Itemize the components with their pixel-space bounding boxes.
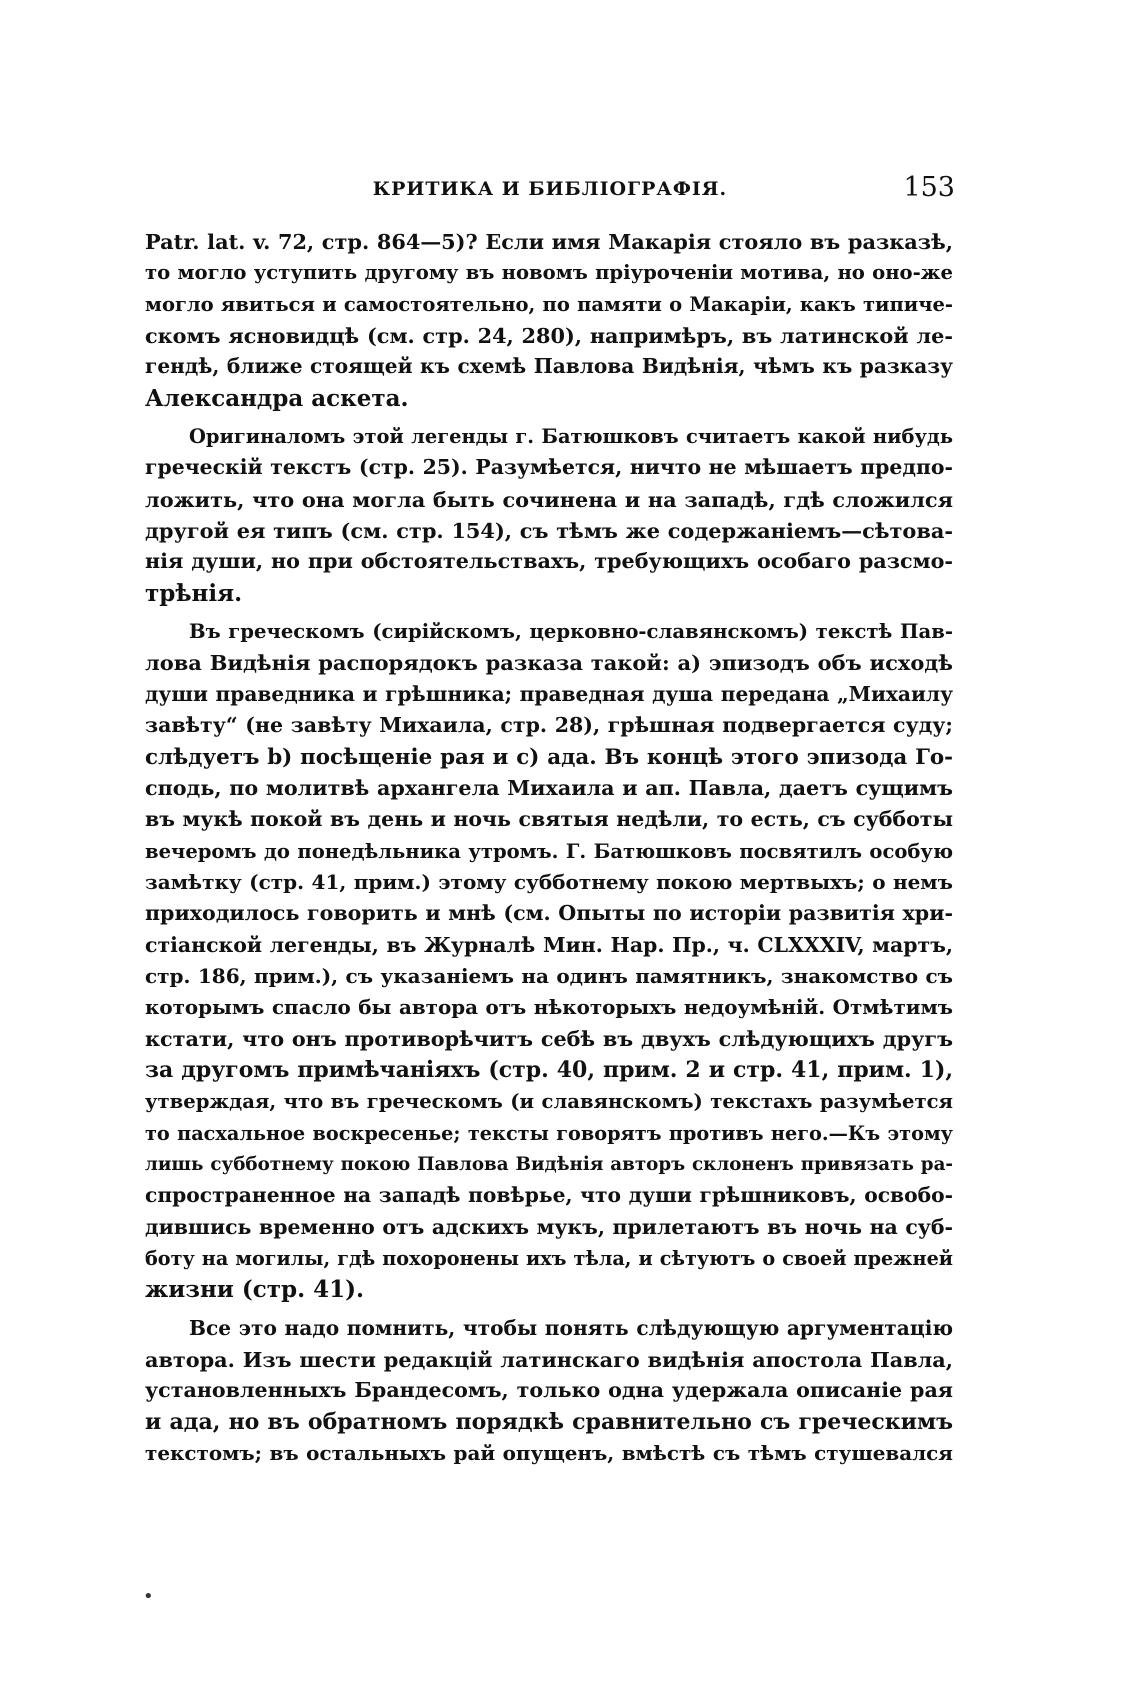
text-line: приходилось говорить и мнѣ (см. Опыты по исторіи развитія хри- [145,901,953,926]
paragraph-gap [145,609,953,616]
text-line: которымъ спасло бы автора отъ нѣкоторыхъ недоумѣній. Отмѣтимъ [145,995,953,1020]
text-line: вечеромъ до понедѣльника утромъ. Г. Батюшковъ посвятилъ особую [145,839,953,863]
text-line: жизни (стр. 41). [145,1276,364,1304]
text-line: греческій текстъ (стр. 25). Разумѣется, ничто не мѣшаетъ предпо- [145,455,953,480]
text-line: гендѣ, ближе стоящей къ схемѣ Павлова Видѣнія, чѣмъ къ разказу [145,354,953,379]
text-line: текстомъ; въ остальныхъ рай опущенъ, вмѣстѣ съ тѣмъ стушевался [145,1441,953,1466]
text-line: стіанской легенды, въ Журналѣ Мин. Нар. Пр., ч. CLXXXIV, мартъ, [145,932,953,957]
text-line: стр. 186, прим.), съ указаніемъ на одинъ памятникъ, знакомство съ [145,963,953,988]
paragraph [145,1313,953,1470]
text-line: за другомъ примѣчаніяхъ (стр. 40, прим. 2 и стр. 41, прим. 1), [145,1056,953,1083]
running-head [145,172,955,208]
text-line: сподь, по молитвѣ архангела Михаила и ап. Павла, даетъ сущимъ [145,775,953,800]
text-line: ложить, что она могла быть сочинена и на западѣ, гдѣ сложился [145,486,953,512]
text-line: могло явиться и самостоятельно, по памяти о Макаріи, какъ типиче- [145,292,953,316]
text-line: дившись временно отъ адскихъ мукъ, прилетаютъ въ ночь на суб- [145,1214,953,1239]
paragraph-gap [145,1306,953,1313]
text-line: то могло уступить другому въ новомъ пріуроченіи мотива, но оно-же [145,261,953,285]
text-line: Въ греческомъ (сирійскомъ, церковно-славянскомъ) текстѣ Пав- [189,620,953,644]
paragraph-gap [145,414,953,421]
text-line: Patr. lat. v. 72, стр. 864—5)? Если имя Макарія стояло въ разказѣ, [145,229,953,254]
text-line: слѣдуетъ b) посѣщеніе рая и c) ада. Въ концѣ этого эпизода Го- [145,744,953,770]
text-line: въ мукѣ покой въ день и ночь святыя недѣли, то есть, съ субботы [145,807,953,832]
page-number: 153 [903,172,955,203]
text-line: скомъ ясновидцѣ (см. стр. 24, 280), напримѣръ, въ латинской ле- [145,323,953,349]
text-line: спространенное на западѣ повѣрье, что души грѣшниковъ, освобо- [145,1183,953,1208]
text-line: Александра аскета. [145,384,409,412]
text-line: нія души, но при обстоятельствахъ, требующихъ особаго разсмо- [145,549,953,574]
text-line: и ада, но въ обратномъ порядкѣ сравнительно съ греческимъ [145,1408,953,1435]
paragraph [145,421,953,609]
text-line: души праведника и грѣшника; праведная душа передана „Михаилу [145,681,953,706]
text-line: установленныхъ Брандесомъ, только одна удержала описаніе рая [145,1378,953,1403]
text-line: то пасхальное воскресенье; тексты говорятъ противъ него.—Къ этому [145,1121,953,1145]
text-line: боту на могилы, гдѣ похоронены ихъ тѣла, и сѣтуютъ о своей прежней [145,1247,953,1270]
running-title: КРИТИКА И БИБЛІОГРАФІЯ. [372,178,728,200]
text-line: Оригиналомъ этой легенды г. Батюшковъ считаетъ какой нибудь [189,425,953,449]
ink-speck: • [143,1586,154,1607]
text-line: кстати, что онъ противорѣчитъ себѣ въ двухъ слѣдующихъ другъ [145,1026,953,1051]
text-line: лова Видѣнія распорядокъ разказа такой: a) эпизодъ объ исходѣ [145,650,953,676]
paragraph [145,616,953,1306]
text-line: другой ея типъ (см. стр. 154), съ тѣмъ же содержаніемъ—сѣтова- [145,518,953,544]
body-text [145,226,953,1469]
text-line: замѣтку (стр. 41, прим.) этому субботнему покою мертвыхъ; о немъ [145,869,953,894]
text-line: автора. Изъ шести редакцій латинскаго видѣнія апостола Павла, [145,1347,953,1373]
text-line: утверждая, что въ греческомъ (и славянскомъ) текстахъ разумѣется [145,1090,953,1114]
paragraph [145,226,953,414]
text-line: лишь субботнему покою Павлова Видѣнія авторъ склоненъ привязать ра- [145,1153,953,1175]
text-line: завѣту“ (не завѣту Михаила, стр. 28), грѣшная подвергается суду; [145,713,953,738]
text-line: трѣнія. [145,579,243,607]
text-line: Все это надо помнить, чтобы понять слѣдующую аргументацію [189,1315,953,1340]
